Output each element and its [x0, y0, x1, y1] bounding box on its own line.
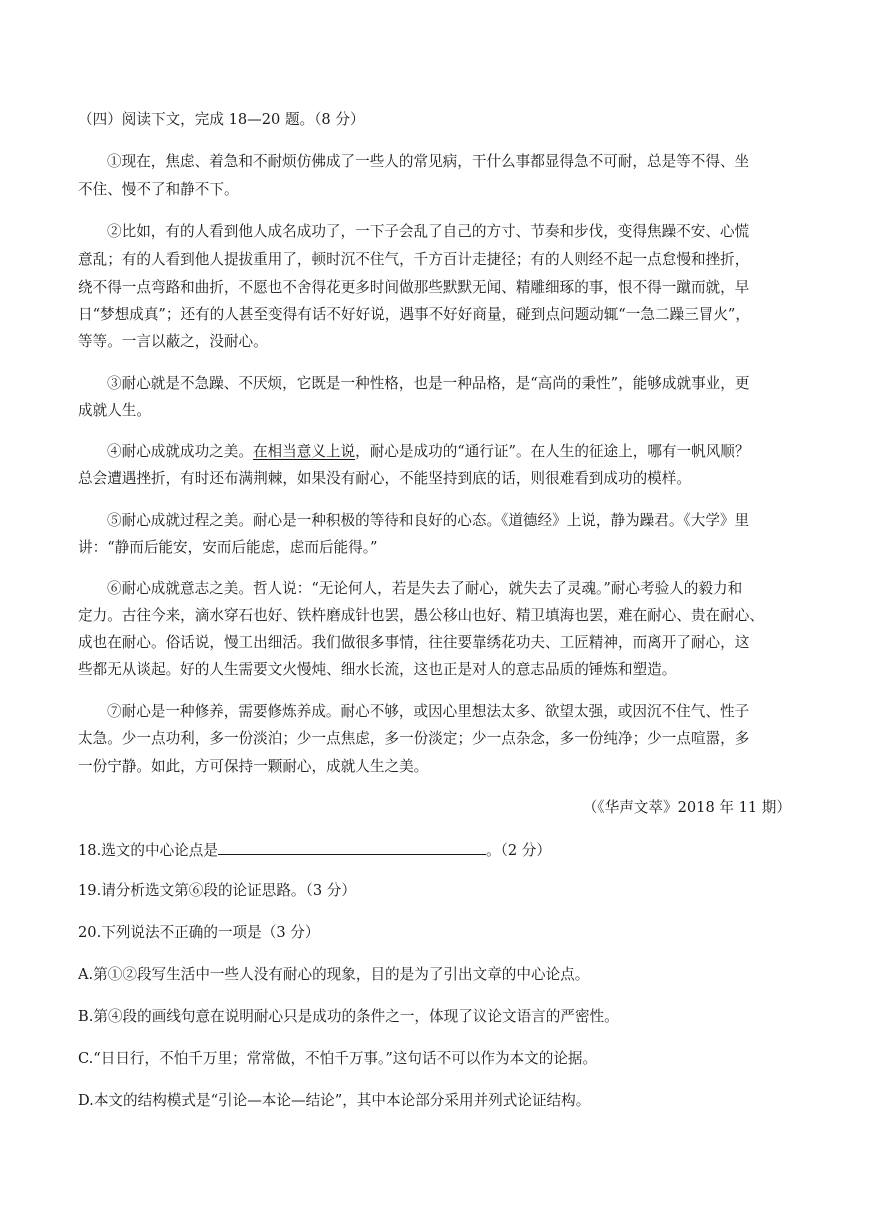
paragraph-1-line-2: 不住、慢不了和静不下。 [78, 181, 239, 198]
question-18-prompt: 18.选文的中心论点是 [78, 842, 218, 859]
paragraph-2-line-4: 日“梦想成真”；还有的人甚至变得有话不好好说，遇事不好好商量，碰到点问题动辄“一急二躁三冒火”， [78, 306, 750, 323]
paragraph-2-line-3: 绕不得一点弯路和曲折，不愿也不舍得花更多时间做那些默默无闻、精雕细琢的事，恨不得一蹴而就，早 [78, 279, 750, 296]
paragraph-6-line-4: 些都无从谈起。好的人生需要文火慢炖、细水长流，这也正是对人的意志品质的锤炼和塑造。 [78, 661, 677, 678]
paragraph-3-line-2: 成就人生。 [78, 402, 151, 419]
paragraph-6-line-1: ⑥耐心成就意志之美。哲人说：“无论何人，若是失去了耐心，就失去了灵魂。”耐心考验人的毅力和 [107, 580, 743, 597]
paragraph-4-lead: ④耐心成就成功之美。 [107, 443, 253, 460]
option-a: A.第①②段写生活中一些人没有耐心的现象，目的是为了引出文章的中心论点。 [78, 966, 590, 983]
paragraph-5-line-2: 讲：“静而后能安，安而后能虑，虑而后能得。” [78, 539, 378, 556]
paragraph-1-line-1: ①现在，焦虑、着急和不耐烦仿佛成了一些人的常见病，干什么事都显得急不可耐，总是等不得、坐 [107, 153, 750, 170]
section-title: （四）阅读下文，完成 18—20 题。（8 分） [78, 111, 365, 128]
source-citation: （《华声文萃》2018 年 11 期） [582, 799, 791, 816]
paragraph-7-line-2: 太急。少一点功利，多一份淡泊；少一点焦虑，多一份淡定；少一点杂念，多一份纯净；少一点喧嚣，多 [78, 730, 750, 747]
question-18-score: 。（2 分） [485, 842, 551, 859]
paragraph-7-line-1: ⑦耐心是一种修养，需要修炼养成。耐心不够，或因心里想法太多、欲望太强，或因沉不住气、性子 [107, 703, 750, 720]
answer-blank[interactable] [218, 840, 486, 855]
paragraph-4-line-2: 总会遭遇挫折，有时还布满荆棘，如果没有耐心，不能坚持到底的话，则很难看到成功的模样。 [78, 470, 691, 487]
question-20: 20.下列说法不正确的一项是（3 分） [78, 924, 320, 941]
paragraph-2-line-5: 等等。一言以蔽之，没耐心。 [78, 333, 268, 350]
paragraph-3-line-1: ③耐心就是不急躁、不厌烦，它既是一种性格，也是一种品格，是“高尚的秉性”，能够成就事业，更 [107, 375, 750, 392]
question-19: 19.请分析选文第⑥段的论证思路。（3 分） [78, 882, 356, 899]
paragraph-4-rest: ，耐心是成功的“通行证”。在人生的征途上，哪有一帆风顺？ [355, 443, 750, 460]
question-18 [78, 840, 792, 861]
paragraph-4-line-1 [107, 442, 792, 462]
paragraph-6-line-3: 成也在耐心。俗话说，慢工出细活。我们做很多事情，往往要靠绣花功夫、工匠精神，而离开了耐心，这 [78, 634, 750, 651]
option-d: D.本文的结构模式是“引论—本论—结论”，其中本论部分采用并列式论证结构。 [78, 1092, 591, 1109]
paragraph-2-line-1: ②比如，有的人看到他人成名成功了，一下子会乱了自己的方寸、节奏和步伐，变得焦躁不安、心慌 [107, 223, 750, 240]
underlined-sentence: 在相当意义上说 [252, 443, 356, 460]
paragraph-5-line-1: ⑤耐心成就过程之美。耐心是一种积极的等待和良好的心态。《道德经》上说，静为躁君。《大学》里 [107, 512, 750, 529]
option-c: C.“日日行，不怕千万里；常常做，不怕千万事。”这句话不可以作为本文的论据。 [78, 1050, 598, 1067]
option-b: B.第④段的画线句意在说明耐心只是成功的条件之一，体现了议论文语言的严密性。 [78, 1008, 619, 1025]
paragraph-7-line-3: 一份宁静。如此，方可保持一颗耐心，成就人生之美。 [78, 758, 429, 775]
paragraph-2-line-2: 意乱；有的人看到他人提拔重用了，顿时沉不住气，千方百计走捷径；有的人则经不起一点怠慢和挫折， [78, 251, 750, 268]
paragraph-6-line-2: 定力。古往今来，滴水穿石也好、铁杵磨成针也罢，愚公移山也好、精卫填海也罢，难在耐心、贵在耐心、 [78, 607, 764, 624]
